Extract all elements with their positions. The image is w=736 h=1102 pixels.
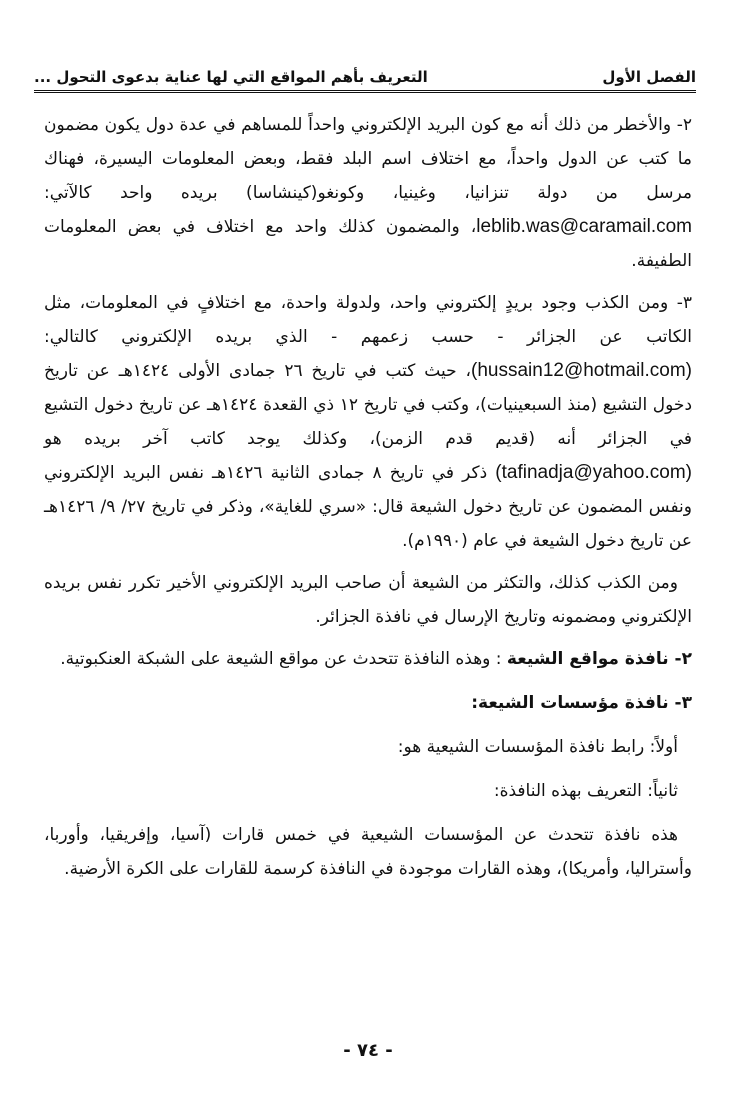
running-header [34,56,696,86]
paragraph-continents: هذه نافذة تتحدث عن المؤسسات الشيعية في خمس قارات (آسيا، وإفريقيا، وأوربا، وأستراليا، وأمريكا)، وهذه القارات موجودة في النافذة كرسمة للقارات على الكرة الأرضية. [44,825,692,879]
page-body [44,108,692,894]
chapter-title: التعريف بأهم المواقع التي لها عناية بدعوى التحول ... [34,68,428,86]
paragraph-text: ، حيث كتب في تاريخ ٢٦ جمادى الأولى ١٤٢٤هـ عن تاريخ دخول التشيع (منذ السبعينيات)، وكتب في تاريخ ١٢ ذي القعدة ١٤٢٤هـ عن تاريخ دخول التشيع في الجزائر أنه (قديم قدم الزمن)، وكذلك يوجد كاتب آخر بريده هو [44,361,693,449]
section-heading: ٣- نافذة مؤسسات الشيعة: [471,693,692,713]
paragraph-text: ذكر في تاريخ ٨ جمادى الثانية ١٤٢٦هـ نفس البريد الإلكتروني ونفس المضمون عن تاريخ دخول الشيعة قال: «سري للغاية»، وذكر في تاريخ ٢٧/ ٩/ ١٤٢٦هـ عن تاريخ دخول الشيعة في عام (١٩٩٠م). [44,463,692,551]
page-number: - ٧٤ - [343,1040,393,1061]
paragraph-text: ٢- والأخطر من ذلك أنه مع كون البريد الإلكتروني واحداً للمساهم في عدة دول يكون مضمون ما كتب عن الدول واحداً، مع اختلاف اسم البلد فقط، وبعض المعلومات اليسيرة، فهناك مرسل من دولة تنزانيا، وغينيا، وكونغو(كينشاسا) بريده واحد كالآتي: [44,115,692,203]
email-address: (hussain12@hotmail.com) [471,360,692,381]
paragraph-repetition: ومن الكذب كذلك، والتكثر من الشيعة أن صاحب البريد الإلكتروني الأخير تكرر نفس بريده الإلكتروني ومضمونه وتاريخ الإرسال في نافذة الجزائر. [44,573,692,627]
header-divider [34,90,696,93]
paragraph-text: ، والمضمون كذلك واحد مع اختلاف في بعض المعلومات الطفيفة. [44,217,692,271]
email-address: (tafinadja@yahoo.com) [495,462,692,483]
paragraph-duplicate-email [44,108,692,278]
item-first: أولاً: رابط نافذة المؤسسات الشيعية هو: [397,737,678,757]
chapter-label: الفصل الأول [602,68,696,86]
section-shia-institutions [44,686,692,720]
item-second: ثانياً: التعريف بهذه النافذة: [493,781,678,801]
section-heading: ٢- نافذة مواقع الشيعة [506,649,692,669]
section-text: : وهذه النافذة تتحدث عن مواقع الشيعة على الشبكة العنكبوتية. [60,649,502,669]
section-shia-sites [44,642,692,676]
paragraph-text: ٣- ومن الكذب وجود بريدٍ إلكتروني واحد، ولدولة واحدة، مع اختلافٍ في المعلومات، مثل الكاتب عن الجزائر - حسب زعمهم - الذي بريده الإلكتروني كالتالي: [44,293,692,347]
paragraph-algeria-email [44,286,692,558]
email-address: leblib.was@caramail.com [476,216,692,237]
